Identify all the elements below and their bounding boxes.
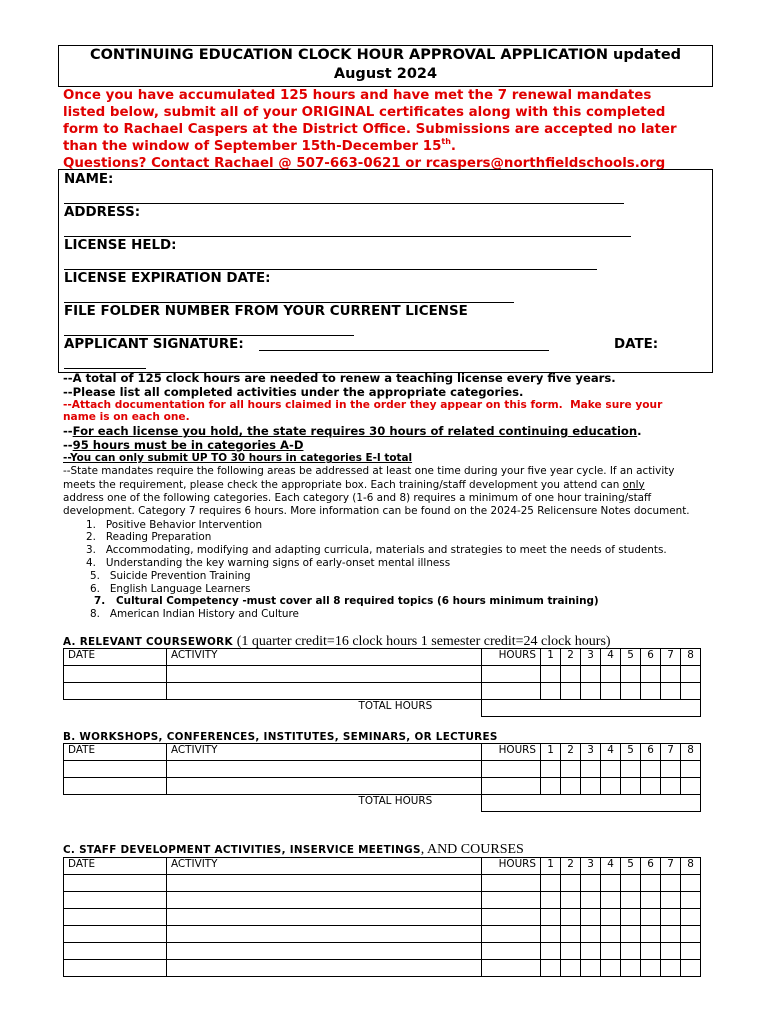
mandate-text: Cultural Competency -must cover all 8 required topics (6 hours minimum training): [116, 595, 599, 608]
section-c-note: , AND COURSES: [420, 842, 524, 857]
mandate-number: 5.: [90, 569, 100, 582]
mandate-number: 7.: [94, 595, 106, 608]
mandate-item: [63, 557, 743, 570]
mandate-item: [63, 570, 743, 583]
mandate-col-header: 8: [681, 744, 701, 761]
note-text: .: [637, 424, 642, 439]
file-folder-label: FILE FOLDER NUMBER FROM YOUR CURRENT LICENSE: [64, 304, 468, 319]
mandate-col-header: 5: [621, 744, 641, 761]
total-hours-field[interactable]: [482, 700, 701, 717]
hours-header: HOURS: [482, 649, 541, 666]
table-row[interactable]: [64, 926, 701, 943]
mandate-text: Understanding the key warning signs of early-onset mental illness: [105, 556, 451, 569]
mandate-item: [63, 544, 743, 557]
applicant-info-box: [58, 169, 713, 373]
total-hours-label: TOTAL HOURS: [167, 795, 482, 812]
note-95-hours: [63, 439, 743, 453]
note-text: 95 hours must be in categories A-D: [72, 437, 304, 452]
intro-superscript: th: [441, 137, 451, 146]
mandate-col-header: 4: [601, 649, 621, 666]
note-total-hours: --A total of 125 clock hours are needed to renew a teaching license every five years.: [63, 371, 616, 385]
mandate-col-header: 8: [681, 858, 701, 875]
note-30-hours-max: --You can only submit UP TO 30 hours in categories E-I total: [63, 452, 413, 465]
mandate-text: Positive Behavior Intervention: [105, 518, 263, 531]
date-label: DATE:: [614, 337, 659, 352]
mandate-text: Accommodating, modifying and adapting curricula, materials and strategies to meet the needs of students.: [105, 544, 667, 557]
intro-line: [63, 138, 753, 155]
form-title-line1: CONTINUING EDUCATION CLOCK HOUR APPROVAL APPLICATION updated: [89, 47, 682, 63]
intro-text: than the window of September 15th-December 15: [63, 139, 442, 154]
mandate-col-header: 7: [661, 858, 681, 875]
mandate-text: Suicide Prevention Training: [109, 569, 251, 582]
state-text: meets the requirement, please check the appropriate box. Each training/staff development you attend can: [63, 478, 623, 491]
table-row[interactable]: [64, 683, 701, 700]
date-header: DATE: [64, 858, 167, 875]
activity-header: ACTIVITY: [167, 649, 482, 666]
mandate-col-header: 4: [601, 858, 621, 875]
section-a-credit-note: (1 quarter credit=16 clock hours 1 semester credit=24 clock hours): [236, 634, 611, 649]
table-row[interactable]: [64, 892, 701, 909]
mandate-col-header: 5: [621, 649, 641, 666]
mandate-number: 8.: [90, 608, 100, 621]
file-folder-field[interactable]: [64, 335, 354, 336]
mandate-item: [63, 583, 743, 596]
table-row[interactable]: [64, 778, 701, 795]
note-text: --: [63, 437, 73, 452]
mandate-col-header: 6: [641, 649, 661, 666]
state-line: --State mandates require the following areas be addressed at least one time during your five year cycle. If an activity: [63, 465, 675, 478]
mandate-col-header: 2: [561, 858, 581, 875]
table-row[interactable]: [64, 960, 701, 977]
mandate-col-header: 7: [661, 649, 681, 666]
table-row[interactable]: [64, 943, 701, 960]
table-row[interactable]: [64, 761, 701, 778]
note-text: --Attach documentation for all hours claimed in the order they appear on this form.: [63, 399, 563, 412]
mandate-col-header: 4: [601, 744, 621, 761]
state-mandates-text: [63, 465, 713, 518]
form-title: [58, 45, 713, 87]
state-text: only: [622, 478, 645, 491]
note-list-activities: --Please list all completed activities under the appropriate categories.: [63, 384, 524, 399]
mandate-col-header: 1: [541, 858, 561, 875]
note-text: --: [63, 424, 73, 439]
intro-line: form to Rachael Caspers at the District Office. Submissions are accepted no later: [63, 122, 677, 137]
mandate-col-header: 3: [581, 858, 601, 875]
total-hours-field[interactable]: [482, 795, 701, 812]
mandate-number: 6.: [90, 582, 100, 595]
section-b-heading: B. WORKSHOPS, CONFERENCES, INSTITUTES, SEMINARS, OR LECTURES: [63, 731, 498, 743]
mandate-item: [63, 531, 743, 544]
date-header: DATE: [64, 649, 167, 666]
table-row[interactable]: [64, 666, 701, 683]
total-hours-label: TOTAL HOURS: [167, 700, 482, 717]
section-a-label: A. RELEVANT COURSEWORK: [63, 636, 233, 648]
contact-line: Questions? Contact Rachael @ 507-663-0621 or rcaspers@northfieldschools.org: [63, 156, 666, 171]
mandate-item: [63, 608, 743, 621]
license-expiration-label: LICENSE EXPIRATION DATE:: [64, 271, 271, 286]
mandate-col-header: 3: [581, 649, 601, 666]
section-a-table: [63, 648, 701, 717]
hours-header: HOURS: [482, 744, 541, 761]
intro-line: listed below, submit all of your ORIGINAL certificates along with this completed: [63, 105, 666, 120]
intro-text: .: [450, 139, 457, 154]
mandate-number: 4.: [86, 556, 96, 569]
note-text: For each license you hold, the state requires 30 hours of related continuing education: [72, 424, 638, 439]
mandate-col-header: 8: [681, 649, 701, 666]
mandate-col-header: 7: [661, 744, 681, 761]
state-line: address one of the following categories. Each category (1-6 and 8) requires a minimum of one hour training/staff: [63, 491, 652, 504]
note-text: Make sure your: [570, 399, 663, 412]
license-held-field[interactable]: [64, 269, 597, 270]
state-line: [63, 479, 713, 492]
form-title-line2: August 2024: [333, 66, 438, 82]
mandate-col-header: 1: [541, 649, 561, 666]
signature-field[interactable]: [259, 350, 549, 351]
note-license-30: [63, 425, 743, 439]
mandate-text: American Indian History and Culture: [109, 608, 299, 621]
license-held-label: LICENSE HELD:: [64, 238, 177, 253]
mandate-col-header: 6: [641, 858, 661, 875]
intro-line: Once you have accumulated 125 hours and have met the 7 renewal mandates: [63, 88, 652, 103]
intro-instructions: [63, 87, 753, 172]
date-header: DATE: [64, 744, 167, 761]
mandate-text: English Language Learners: [109, 582, 251, 595]
mandate-text: Reading Preparation: [105, 531, 212, 544]
table-header-row: [64, 649, 701, 666]
address-label: ADDRESS:: [64, 205, 141, 220]
mandate-col-header: 2: [561, 649, 581, 666]
note-name-each: name is on each one.: [63, 411, 190, 424]
table-row[interactable]: [64, 909, 701, 926]
mandate-number: 2.: [86, 531, 96, 544]
section-b-table: [63, 743, 701, 812]
name-field[interactable]: [64, 203, 624, 204]
mandate-col-header: 2: [561, 744, 581, 761]
activity-header: ACTIVITY: [167, 744, 482, 761]
mandate-col-header: 5: [621, 858, 641, 875]
mandate-col-header: 1: [541, 744, 561, 761]
license-expiration-field[interactable]: [64, 302, 514, 303]
requirements-notes: [63, 372, 743, 621]
section-c-heading: [63, 842, 524, 858]
table-header-row: [64, 858, 701, 875]
mandates-list: [63, 519, 743, 621]
section-c-label: C. STAFF DEVELOPMENT ACTIVITIES, INSERVICE MEETINGS: [63, 844, 421, 856]
state-line: development. Category 7 requires 6 hours. More information can be found on the 2024-25 Relicensure Notes document.: [63, 505, 690, 518]
address-field[interactable]: [64, 236, 631, 237]
total-row: [64, 795, 701, 812]
hours-header: HOURS: [482, 858, 541, 875]
mandate-col-header: 3: [581, 744, 601, 761]
mandate-item: [63, 595, 743, 608]
activity-header: ACTIVITY: [167, 858, 482, 875]
table-header-row: [64, 744, 701, 761]
signature-label: APPLICANT SIGNATURE:: [64, 337, 244, 352]
date-field[interactable]: [64, 368, 146, 369]
mandate-number: 1.: [86, 518, 96, 531]
name-label: NAME:: [64, 172, 114, 187]
mandate-item: [63, 519, 743, 532]
mandate-col-header: 6: [641, 744, 661, 761]
section-c-table: [63, 857, 701, 977]
total-row: [64, 700, 701, 717]
table-row[interactable]: [64, 875, 701, 892]
mandate-number: 3.: [86, 544, 96, 557]
